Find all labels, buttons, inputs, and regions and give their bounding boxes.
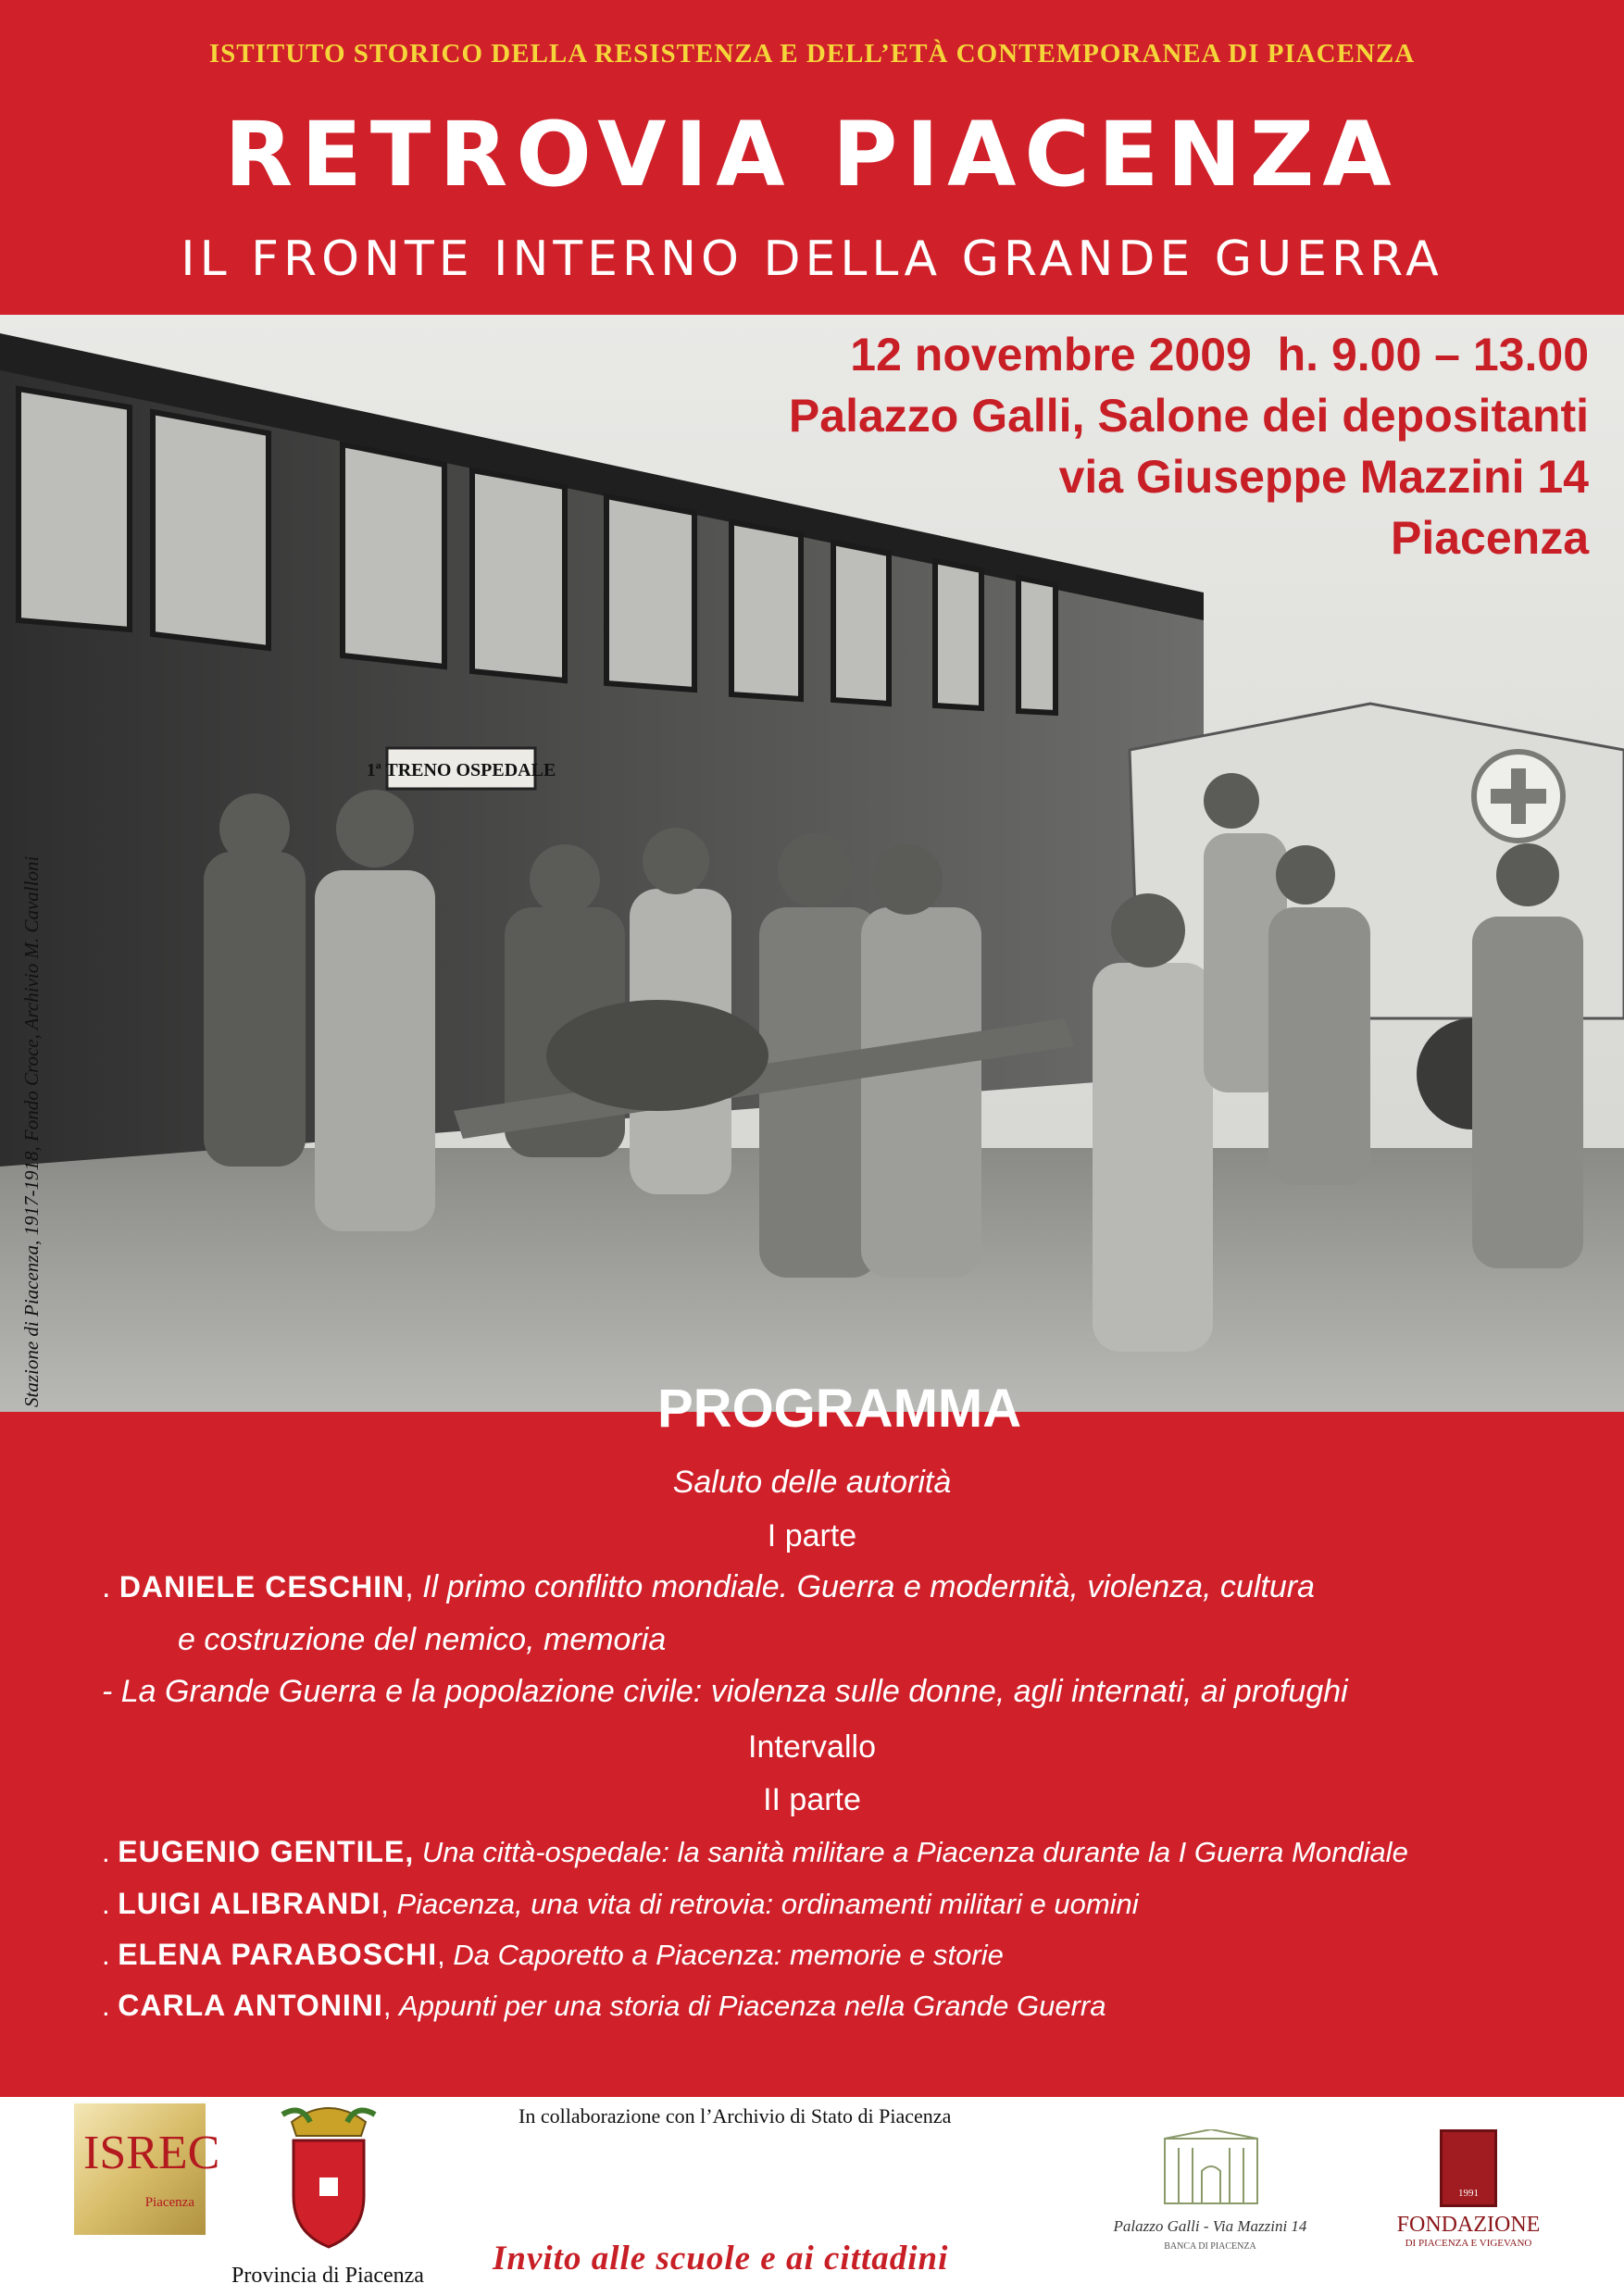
event-date-time: 12 novembre 2009 h. 9.00 – 13.00 bbox=[850, 329, 1589, 381]
institute-name: ISTITUTO STORICO DELLA RESISTENZA E DELL’ETÀ CONTEMPORANEA DI PIACENZA bbox=[208, 39, 1416, 69]
talk-title: Il primo conflitto mondiale. Guerra e modernità, violenza, cultura bbox=[422, 1569, 1315, 1604]
provincia-label: Provincia di Piacenza bbox=[231, 2264, 424, 2288]
program-part-1: I parte bbox=[767, 1518, 857, 1554]
program-part-2: II parte bbox=[763, 1782, 861, 1817]
photo-credit: Stazione di Piacenza, 1917-1918, Fondo Croce, Archivio M. Cavalloni bbox=[20, 855, 43, 1407]
program-interval: Intervallo bbox=[748, 1729, 876, 1765]
collaboration-note: In collaborazione con l’Archivio di Stato di Piacenza bbox=[518, 2104, 952, 2128]
invitation-line: Invito alle scuole e ai cittadini bbox=[493, 2240, 949, 2277]
talk-title: Piacenza, una vita di retrovia: ordinamenti militari e uomini bbox=[396, 1888, 1139, 1920]
talk-title: Una città-ospedale: la sanità militare a Piacenza durante la I Guerra Mondiale bbox=[421, 1836, 1408, 1868]
isrec-place: Piacenza bbox=[144, 2195, 194, 2210]
program-talk-1b: - La Grande Guerra e la popolazione civile: violenza sulle donne, agli internati, ai profughi bbox=[102, 1674, 1348, 1709]
isrec-initials: ISREC bbox=[83, 2127, 220, 2179]
talk-title: Appunti per una storia di Piacenza nella Grande Guerra bbox=[399, 1990, 1106, 2022]
speaker-name: ELENA PARABOSCHI bbox=[118, 1938, 438, 1971]
event-info bbox=[789, 324, 1589, 568]
event-address: via Giuseppe Mazzini 14 bbox=[1058, 451, 1589, 503]
talk-title: Da Caporetto a Piacenza: memorie e storie bbox=[453, 1939, 1004, 1971]
poster-subtitle: IL FRONTE INTERNO DELLA GRANDE GUERRA bbox=[181, 231, 1443, 287]
palazzo-galli-logo bbox=[1081, 2129, 1339, 2268]
speaker-name: DANIELE CESCHIN bbox=[119, 1570, 406, 1603]
provincia-crest-icon bbox=[273, 2094, 384, 2252]
train-sign: 1ª TRENO OSPEDALE bbox=[366, 760, 556, 780]
program-talk-1: . DANIELE CESCHIN, Il primo conflitto mondiale. Guerra e modernità, violenza, cultura bbox=[102, 1569, 1315, 1604]
fondazione-logo bbox=[1391, 2129, 1546, 2277]
event-venue: Palazzo Galli, Salone dei depositanti bbox=[788, 390, 1589, 442]
speaker-name: CARLA ANTONINI bbox=[118, 1989, 383, 2022]
speaker-name: EUGENIO GENTILE, bbox=[118, 1835, 415, 1868]
poster-title: RETROVIA PIACENZA bbox=[224, 103, 1400, 206]
program-talk: . LUIGI ALIBRANDI, Piacenza, una vita di retrovia: ordinamenti militari e uomini bbox=[102, 1887, 1139, 1920]
fondazione-sub: DI PIACENZA E VIGEVANO bbox=[1405, 2238, 1532, 2249]
isrec-logo bbox=[74, 2103, 220, 2235]
palazzo-caption: Palazzo Galli - Via Mazzini 14 bbox=[1113, 2217, 1307, 2235]
palazzo-building-icon bbox=[1081, 2129, 1339, 2213]
fondazione-emblem-icon bbox=[1440, 2129, 1497, 2207]
program-heading: PROGRAMMA bbox=[657, 1379, 1022, 1439]
program-greeting: Saluto delle autorità bbox=[672, 1465, 952, 1500]
bank-name: BANCA DI PIACENZA bbox=[1164, 2241, 1256, 2252]
event-city: Piacenza bbox=[1390, 512, 1589, 564]
fondazione-name: FONDAZIONE bbox=[1396, 2213, 1541, 2237]
program-talk: . ELENA PARABOSCHI, Da Caporetto a Piacenza: memorie e storie bbox=[102, 1938, 1004, 1971]
program-talk: . EUGENIO GENTILE, Una città-ospedale: la sanità militare a Piacenza durante la I Guerra Mondiale bbox=[102, 1835, 1408, 1868]
program-talk-1-line-2: e costruzione del nemico, memoria bbox=[178, 1622, 667, 1657]
program-talk: . CARLA ANTONINI, Appunti per una storia di Piacenza nella Grande Guerra bbox=[102, 1989, 1106, 2022]
fondazione-year: 1991 bbox=[1458, 2188, 1479, 2199]
speaker-name: LUIGI ALIBRANDI bbox=[118, 1887, 381, 1920]
